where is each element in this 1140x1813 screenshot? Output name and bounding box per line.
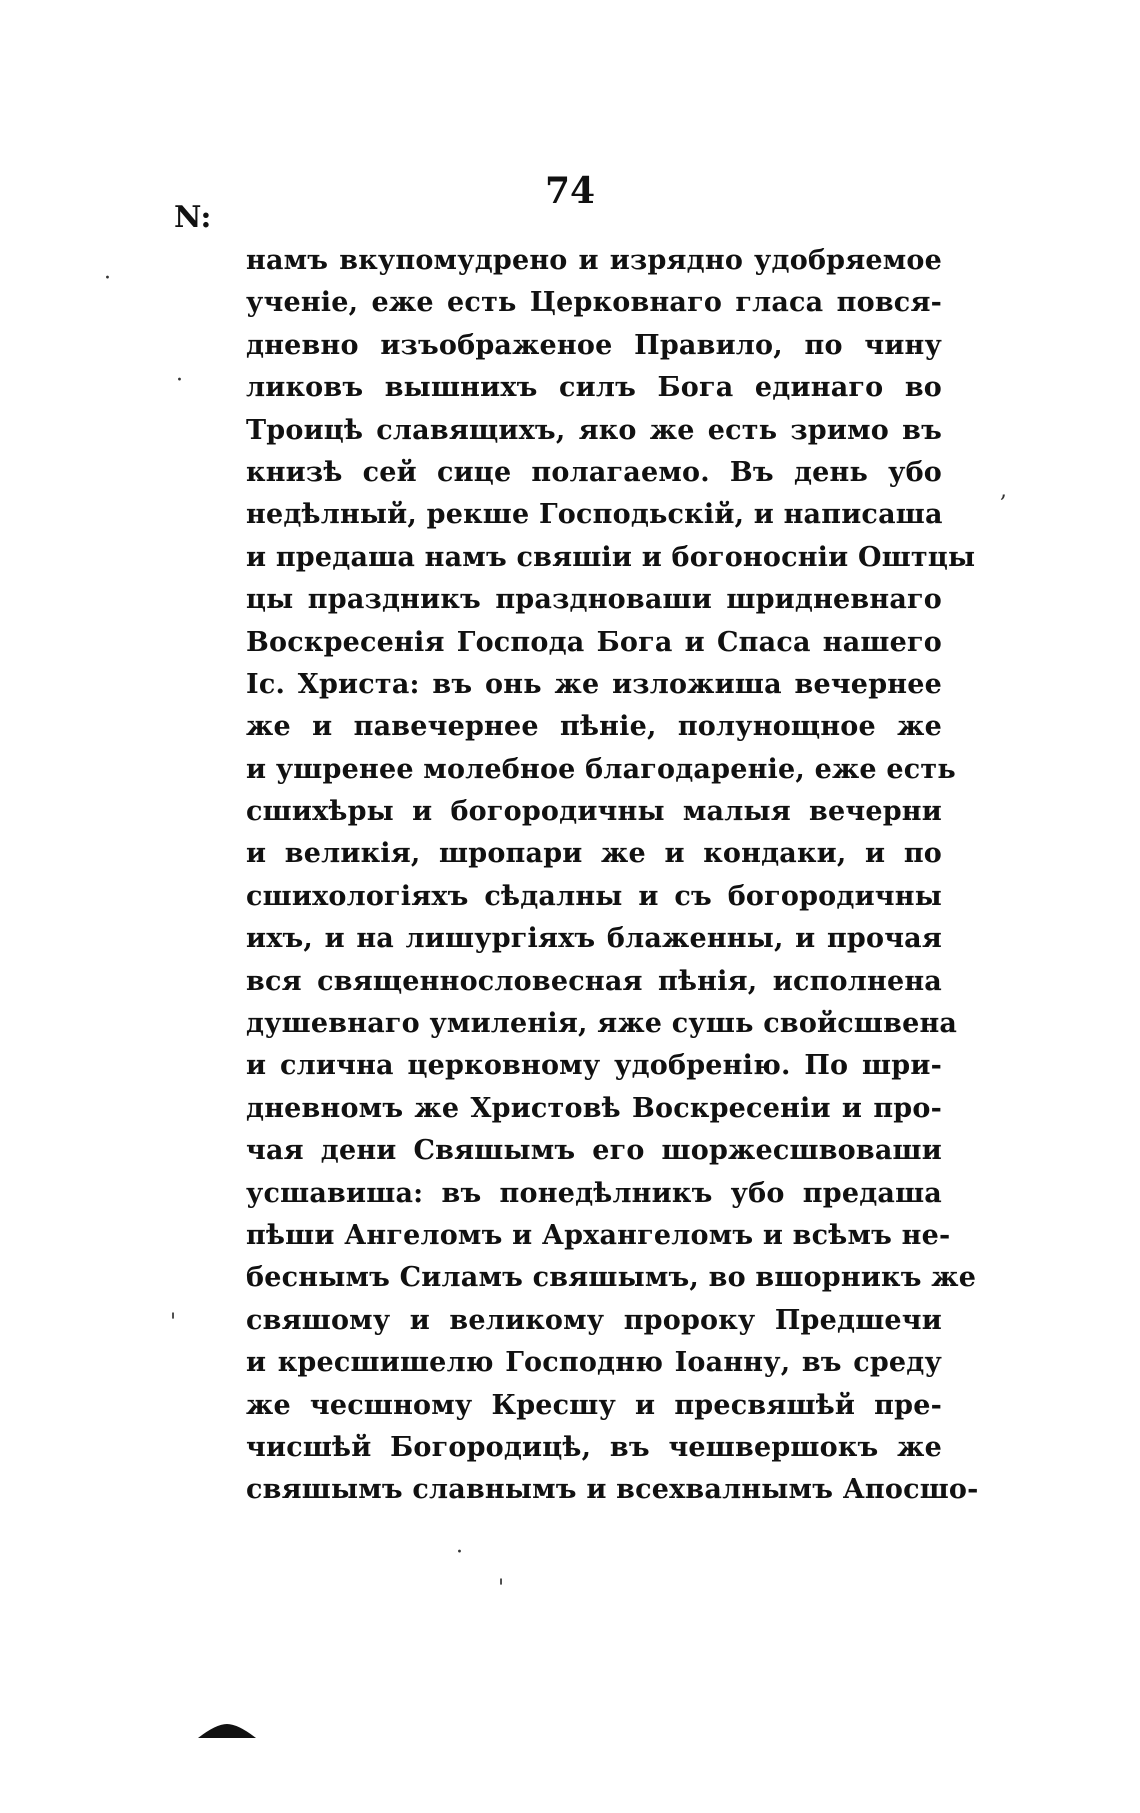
- scan-speck: ·: [104, 266, 111, 291]
- text-line: и ушренее молебное благодареніе, еже есть: [246, 753, 956, 785]
- text-line: и предаша намъ свяшіи и богоносніи Оштцы: [246, 541, 976, 573]
- scan-speck: ·: [456, 1540, 463, 1565]
- text-line: Троицѣ славящихъ, яко же есть зримо въ: [246, 414, 942, 446]
- text-line: и кресшишелю Господню Іоанну, въ среду: [246, 1347, 942, 1379]
- signature-mark: N:: [174, 200, 212, 235]
- text-line: и слична церковному удобренію. По шри-: [246, 1050, 942, 1082]
- text-line: пѣши Ангеломъ и Архангеломъ и всѣмъ не-: [246, 1219, 951, 1251]
- text-line: сшихѣры и богородичны малыя вечерни: [246, 796, 942, 828]
- text-line: свяшымъ славнымъ и всехвалнымъ Апосшо-: [246, 1474, 979, 1506]
- text-line: намъ вкупомудрено и изрядно удобряемое: [246, 245, 942, 276]
- text-line: беснымъ Силамъ свяшымъ, во вшорникъ же: [246, 1262, 977, 1294]
- text-line: чая дени Свяшымъ его шоржесшвоваши: [246, 1135, 942, 1167]
- text-line: душевнаго умиленія, яже сушь свойсшвена: [246, 1008, 958, 1040]
- text-line: свяшому и великому пророку Предшечи: [246, 1304, 942, 1336]
- page-number: 74: [544, 170, 596, 212]
- text-line: Іс. Христа: въ онь же изложиша вечернее: [246, 668, 942, 700]
- text-line: же чесшному Кресшу и пресвяшѣй пре-: [246, 1389, 942, 1421]
- scan-speck: ': [170, 1310, 177, 1335]
- text-line: дневно изъображеное Правило, по чину: [246, 329, 942, 361]
- text-line: сшихологіяхъ сѣдалны и съ богородичны: [246, 880, 942, 912]
- text-line: ликовъ вышнихъ силъ Бога единаго во: [246, 372, 942, 404]
- text-line: дневномъ же Христовѣ Воскресеніи и про-: [246, 1092, 942, 1124]
- text-line: Воскресенія Господа Бога и Спаса нашего: [246, 626, 942, 658]
- text-line: ихъ, и на лишургіяхъ блаженны, и прочая: [246, 923, 942, 955]
- scan-speck: ·: [176, 368, 183, 393]
- text-line: чисшѣй Богородицѣ, въ чешвершокъ же: [246, 1431, 942, 1463]
- text-line: цы праздникъ праздноваши шридневнаго: [246, 584, 942, 616]
- text-line: ученіе, еже есть Церковнаго гласа повся-: [246, 287, 942, 319]
- text-line: и великія, шропари же и кондаки, и по: [246, 838, 942, 870]
- scan-speck: ': [498, 1576, 505, 1601]
- text-line: недѣлный, рекше Господьскій, и написаша: [246, 499, 943, 531]
- text-line: вся священнословесная пѣнія, исполнена: [246, 965, 942, 997]
- scan-speck: ,: [1000, 478, 1007, 503]
- body-text: [246, 240, 979, 1512]
- text-line: же и павечернее пѣніе, полунощное же: [246, 711, 942, 743]
- text-line: усшавиша: въ понедѣлникъ убо предаша: [246, 1177, 942, 1209]
- text-line: книзѣ сей сице полагаемо. Въ день убо: [246, 456, 942, 488]
- ornament-icon: [196, 1722, 258, 1740]
